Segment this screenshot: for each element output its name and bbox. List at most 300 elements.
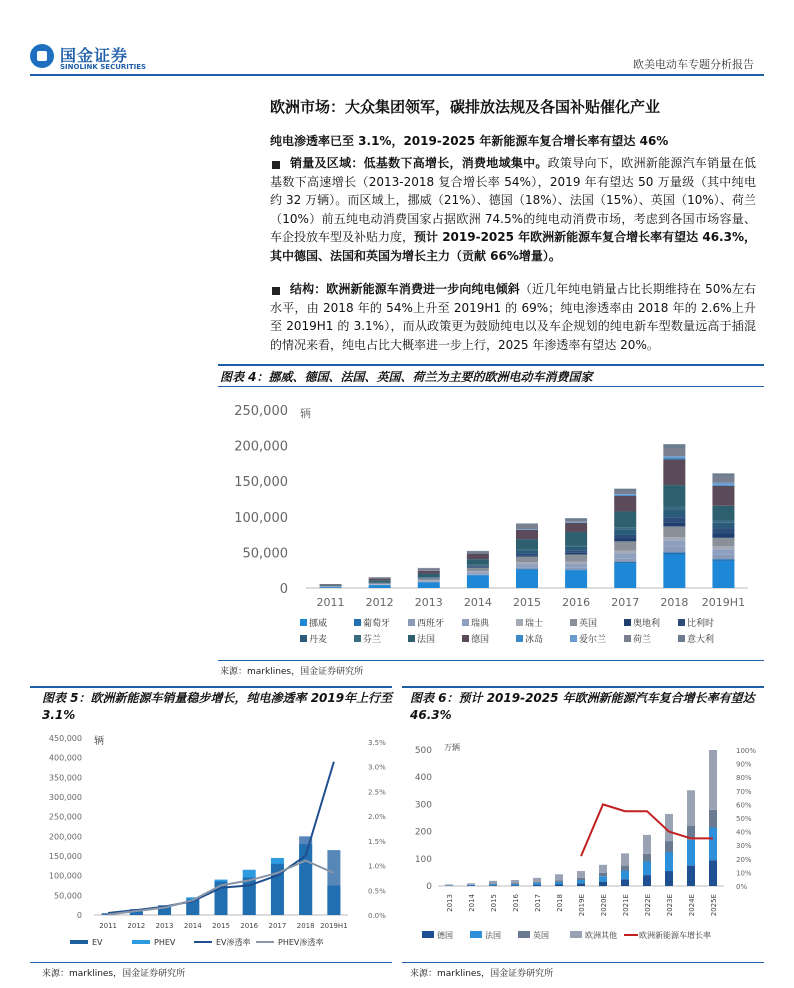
legend-swatch bbox=[570, 619, 577, 626]
legend-label: 芬兰 bbox=[363, 635, 382, 645]
x-tick-label: 2015 bbox=[513, 596, 541, 609]
y-tick-label: 50,000 bbox=[242, 546, 288, 562]
bar-segment bbox=[663, 547, 685, 553]
legend-label: 瑞士 bbox=[525, 619, 544, 629]
bar-segment bbox=[467, 567, 489, 568]
legend-label: PHEV渗透率 bbox=[278, 938, 324, 947]
x-tick-label: 2017 bbox=[534, 894, 542, 912]
header-divider bbox=[30, 74, 764, 76]
bar-segment bbox=[665, 814, 673, 841]
bar-segment bbox=[418, 582, 440, 588]
bar-segment bbox=[555, 884, 563, 886]
bar-segment bbox=[577, 883, 585, 886]
bullet-paragraph-1 bbox=[270, 154, 756, 265]
y2-tick-label: 60% bbox=[736, 801, 752, 810]
bar-segment bbox=[643, 854, 651, 862]
bar-segment bbox=[467, 551, 489, 552]
bar-segment bbox=[577, 880, 585, 883]
bar-segment bbox=[712, 561, 734, 588]
legend-label: PHEV bbox=[154, 938, 176, 947]
bar-segment bbox=[489, 881, 497, 884]
bar-segment bbox=[467, 572, 489, 574]
y-axis-unit: 辆 bbox=[300, 407, 311, 420]
bar-segment bbox=[712, 486, 734, 506]
y2-tick-label: 0.5% bbox=[368, 887, 386, 896]
bar-segment bbox=[445, 884, 453, 885]
y-tick-label: 500 bbox=[414, 746, 432, 756]
bullet-1-bold2: 预计 2019-2025 年欧洲新能源车复合增长率有望达 46.3%，其中德国、法国和英国为增长主力（贡献 66%增量）。 bbox=[270, 230, 756, 263]
y2-tick-label: 1.5% bbox=[368, 837, 386, 846]
x-tick-label: 2021E bbox=[622, 894, 630, 917]
legend-label: 葡萄牙 bbox=[363, 619, 391, 629]
bar-segment bbox=[614, 527, 636, 529]
bar-segment bbox=[467, 571, 489, 572]
y-tick-label: 100,000 bbox=[48, 871, 82, 881]
bar-segment bbox=[533, 883, 541, 885]
bar-segment bbox=[369, 580, 391, 582]
bar-segment bbox=[621, 866, 629, 871]
bar-segment bbox=[712, 473, 734, 477]
legend-swatch bbox=[624, 635, 631, 642]
legend-label: 意大利 bbox=[687, 635, 715, 645]
bar-segment bbox=[712, 549, 734, 555]
fig4-title: 图表 4：挪威、德国、法国、英国、荷兰为主要的欧洲电动车消费国家 bbox=[220, 370, 593, 384]
bar-segment bbox=[614, 553, 636, 559]
bar-segment bbox=[614, 511, 636, 527]
bar-segment bbox=[665, 871, 673, 886]
bar-segment bbox=[418, 568, 440, 570]
x-tick-label: 2013 bbox=[414, 596, 443, 609]
bar-segment bbox=[614, 492, 636, 494]
bar-segment bbox=[516, 562, 538, 564]
bar-segment bbox=[320, 587, 342, 588]
bar-segment bbox=[663, 526, 685, 537]
bullet-paragraph-2 bbox=[270, 280, 756, 354]
y2-tick-label: 20% bbox=[736, 855, 752, 864]
x-tick-label: 2014 bbox=[183, 922, 202, 930]
bar-segment bbox=[643, 862, 651, 876]
bar-segment bbox=[555, 880, 563, 882]
x-tick-label: 2011 bbox=[316, 596, 345, 609]
bar-segment bbox=[467, 885, 475, 886]
legend-swatch bbox=[300, 635, 307, 642]
x-tick-label: 2014 bbox=[468, 894, 476, 912]
legend-swatch bbox=[678, 635, 685, 642]
bar-segment bbox=[516, 569, 538, 588]
fig5-chart bbox=[30, 728, 394, 956]
section-title: 欧洲市场：大众集团领军，碳排放法规及各国补贴催化产业 bbox=[270, 98, 661, 116]
legend-swatch bbox=[422, 931, 434, 938]
legend-label: 英国 bbox=[579, 619, 598, 629]
legend-swatch bbox=[570, 635, 577, 642]
x-tick-label: 2011 bbox=[99, 922, 118, 930]
fig5-title: 图表 5：欧洲新能源车销量稳步增长，纯电渗透率 2019年上行至 3.1% bbox=[42, 691, 393, 722]
fig5-source: 来源：marklines，国金证券研究所 bbox=[42, 969, 186, 979]
y-tick-label: 100 bbox=[414, 854, 432, 865]
x-tick-label: 2019H1 bbox=[320, 922, 348, 930]
bar-segment bbox=[516, 523, 538, 524]
y-tick-label: 250,000 bbox=[48, 812, 82, 822]
bar-segment bbox=[709, 750, 717, 810]
logo-en: SINOLINK SECURITIES bbox=[60, 63, 147, 71]
bar-segment bbox=[565, 562, 587, 564]
bar-segment bbox=[712, 523, 734, 529]
x-tick-label: 2016 bbox=[512, 894, 520, 912]
bar-segment bbox=[369, 579, 391, 581]
x-tick-label: 2024E bbox=[688, 894, 696, 917]
y-axis-unit: 万辆 bbox=[444, 743, 460, 752]
bar-segment bbox=[643, 875, 651, 886]
legend-swatch bbox=[462, 619, 469, 626]
legend-swatch bbox=[516, 635, 523, 642]
report-title: 欧美电动车专题分析报告 bbox=[633, 58, 754, 71]
legend-swatch bbox=[132, 940, 150, 944]
bar-segment bbox=[467, 568, 489, 572]
legend-label: 欧洲其他 bbox=[585, 931, 617, 940]
bar-segment bbox=[489, 884, 497, 885]
y2-tick-label: 100% bbox=[736, 747, 757, 755]
bar-segment bbox=[516, 539, 538, 550]
bar-segment bbox=[565, 523, 587, 532]
x-tick-label: 2018 bbox=[296, 922, 315, 930]
bar-segment bbox=[577, 871, 585, 878]
y-tick-label: 400 bbox=[414, 773, 432, 784]
legend-swatch bbox=[470, 931, 482, 938]
bar-segment bbox=[712, 483, 734, 485]
y2-tick-label: 2.0% bbox=[368, 813, 386, 822]
bar-segment bbox=[511, 884, 519, 885]
bar-segment bbox=[614, 559, 636, 562]
bar-segment bbox=[614, 563, 636, 588]
bar-segment bbox=[369, 577, 391, 578]
bar-segment bbox=[418, 581, 440, 582]
y2-tick-label: 30% bbox=[736, 842, 752, 851]
bar-segment bbox=[665, 841, 673, 852]
bar-segment bbox=[533, 882, 541, 883]
y-tick-label: 0 bbox=[279, 582, 288, 597]
logo-cn: 国金证券 bbox=[60, 46, 129, 65]
legend-swatch bbox=[408, 635, 415, 642]
y2-tick-label: 0% bbox=[736, 883, 748, 891]
bar-segment bbox=[320, 585, 342, 586]
legend-label: 挪威 bbox=[309, 619, 328, 629]
fig4-line-mid bbox=[218, 386, 764, 387]
legend-label: 荷兰 bbox=[633, 635, 652, 645]
bar-segment bbox=[565, 570, 587, 571]
legend-label: 英国 bbox=[533, 931, 549, 940]
bar-segment bbox=[663, 517, 685, 522]
bar-segment bbox=[555, 874, 563, 880]
bar-segment bbox=[516, 564, 538, 568]
legend-swatch bbox=[408, 619, 415, 626]
x-tick-label: 2018 bbox=[556, 894, 564, 912]
y2-tick-label: 1.0% bbox=[368, 862, 386, 871]
bar-segment bbox=[599, 882, 607, 886]
bar-segment bbox=[489, 885, 497, 886]
bar-segment bbox=[614, 562, 636, 563]
bar-segment bbox=[621, 870, 629, 879]
legend-label: 法国 bbox=[417, 635, 436, 645]
bar-segment bbox=[516, 530, 538, 539]
bar-segment bbox=[565, 553, 587, 555]
fig4-line-bottom bbox=[218, 660, 764, 661]
bar-segment bbox=[565, 532, 587, 546]
y2-tick-label: 40% bbox=[736, 828, 752, 837]
bar-segment bbox=[565, 568, 587, 570]
logo-icon bbox=[30, 44, 54, 68]
bar-segment bbox=[663, 456, 685, 458]
y-tick-label: 0 bbox=[76, 911, 82, 920]
bar-segment bbox=[663, 552, 685, 554]
y-tick-label: 200,000 bbox=[234, 439, 288, 455]
bar-segment bbox=[712, 546, 734, 549]
bar-segment bbox=[665, 852, 673, 871]
fig6-chart bbox=[402, 736, 764, 956]
bar-segment bbox=[709, 860, 717, 886]
legend-label: 法国 bbox=[485, 931, 501, 940]
bar-segment bbox=[614, 539, 636, 542]
bar-segment bbox=[418, 580, 440, 581]
bar-segment bbox=[687, 790, 695, 825]
bullet-1-text: 政策导向下，欧洲新能源汽车销量在低基数下高速增长（2013-2018 复合增长率 54%），2019 年有望达 50 万量级（其中纯电约 32 万辆）。而区域上，挪威（21%）、德国（18%）、法国（15%）、英国（10%）、荷兰（10%）前五纯电动消费国家占据欧洲 74.5%的纯电动消费市场，考虑到各国市场容量、车企投放车型及补贴力度， bbox=[270, 156, 756, 244]
x-tick-label: 2018 bbox=[660, 596, 689, 609]
bar-segment bbox=[418, 571, 440, 574]
y2-tick-label: 50% bbox=[736, 815, 752, 823]
x-tick-label: 2012 bbox=[127, 922, 146, 930]
section-subtitle: 纯电渗透率已至 3.1%，2019-2025 年新能源车复合增长率有望达 46% bbox=[270, 134, 669, 148]
bar-segment bbox=[533, 878, 541, 882]
bar-segment bbox=[467, 885, 475, 886]
bar-segment bbox=[621, 879, 629, 886]
y2-tick-label: 3.0% bbox=[368, 763, 386, 772]
bar-segment bbox=[614, 495, 636, 496]
y2-tick-label: 80% bbox=[736, 774, 752, 783]
bar-segment bbox=[555, 882, 563, 884]
fig5-line-bottom bbox=[30, 962, 392, 963]
y-tick-label: 350,000 bbox=[48, 773, 82, 783]
bar-segment bbox=[489, 884, 497, 885]
y-tick-label: 0 bbox=[426, 882, 432, 892]
bar-segment bbox=[712, 538, 734, 547]
bar-segment bbox=[418, 574, 440, 578]
bar-segment bbox=[320, 585, 342, 586]
bar-segment bbox=[511, 883, 519, 884]
bar-segment bbox=[709, 810, 717, 828]
x-tick-label: 2015 bbox=[490, 894, 498, 912]
legend-label: 瑞典 bbox=[471, 619, 490, 629]
bar-segment bbox=[709, 828, 717, 861]
x-tick-label: 2017 bbox=[611, 596, 640, 609]
bar-ev bbox=[299, 836, 312, 915]
x-tick-label: 2016 bbox=[240, 922, 259, 930]
y-tick-label: 200,000 bbox=[48, 832, 82, 842]
bar-segment bbox=[599, 876, 607, 881]
bar-segment bbox=[687, 866, 695, 886]
bar-segment bbox=[712, 506, 734, 520]
fig6-source: 来源：marklines，国金证券研究所 bbox=[410, 969, 554, 979]
bar-segment bbox=[663, 540, 685, 546]
legend-label: EV bbox=[92, 938, 103, 947]
bar-segment bbox=[614, 489, 636, 492]
legend-swatch bbox=[516, 619, 523, 626]
bar-segment bbox=[516, 557, 538, 563]
y-tick-label: 100,000 bbox=[234, 510, 288, 526]
x-tick-label: 2012 bbox=[365, 596, 394, 609]
bullet-2-text: （近几年纯电销量占比长期维持在 50%左右水平，由 2018 年的 54%上升至 2019H1 的 69%；纯电渗透率由 2018 年的 2.6%上升至 2019H1 的 3.1%），而从政策更为鼓励纯电以及车企规划的纯电新车型数量远高于插混的情况来看，纯电占比大概率进一步上行，2025 年渗透率有望达 20%。 bbox=[270, 282, 756, 352]
bar-segment bbox=[614, 496, 636, 512]
y2-tick-label: 2.5% bbox=[368, 788, 386, 797]
fig4-source: 来源：marklines，国金证券研究所 bbox=[220, 667, 364, 677]
bar-segment bbox=[614, 551, 636, 553]
legend-label: 西班牙 bbox=[417, 619, 445, 629]
bar-segment bbox=[418, 577, 440, 578]
y-axis-unit: 辆 bbox=[94, 736, 104, 747]
bar-segment bbox=[712, 477, 734, 483]
bar-segment bbox=[712, 534, 734, 538]
x-tick-label: 2020E bbox=[600, 894, 608, 917]
bar-segment bbox=[712, 529, 734, 534]
bullet-2-bold: 结构：欧洲新能源车消费进一步向纯电倾斜 bbox=[290, 282, 520, 296]
bar-segment bbox=[643, 835, 651, 854]
bar-segment bbox=[511, 885, 519, 886]
bar-segment bbox=[614, 541, 636, 550]
bar-segment bbox=[663, 444, 685, 448]
y2-tick-label: 10% bbox=[736, 869, 752, 878]
bar-segment bbox=[663, 485, 685, 506]
bar-segment bbox=[663, 510, 685, 517]
y-tick-label: 200 bbox=[414, 827, 432, 838]
legend-swatch bbox=[462, 635, 469, 642]
x-tick-label: 2022E bbox=[644, 894, 652, 917]
bar-segment bbox=[516, 551, 538, 554]
bar-segment bbox=[687, 840, 695, 866]
bar-segment bbox=[614, 535, 636, 539]
bar-segment bbox=[533, 885, 541, 886]
bar-segment bbox=[621, 853, 629, 865]
bar-segment bbox=[599, 865, 607, 873]
bar-segment bbox=[663, 459, 685, 485]
legend-label: 丹麦 bbox=[309, 635, 328, 645]
bar-segment bbox=[369, 583, 391, 584]
bar-segment bbox=[663, 458, 685, 459]
fig5-line-top bbox=[30, 686, 392, 688]
bar-segment bbox=[663, 555, 685, 588]
bar-ev bbox=[327, 850, 340, 915]
bar-segment bbox=[614, 529, 636, 535]
x-tick-label: 2023E bbox=[666, 894, 674, 917]
fig4-line-top bbox=[218, 364, 764, 366]
fig4-chart bbox=[218, 390, 764, 660]
bar-segment bbox=[663, 537, 685, 540]
legend-swatch bbox=[678, 619, 685, 626]
bar-segment bbox=[663, 506, 685, 510]
fig6-line-top bbox=[402, 686, 764, 688]
y2-tick-label: 90% bbox=[736, 760, 752, 769]
bar-segment bbox=[565, 546, 587, 547]
x-tick-label: 2025E bbox=[710, 894, 718, 917]
y-tick-label: 400,000 bbox=[48, 753, 82, 763]
bar-segment bbox=[467, 883, 475, 884]
x-tick-label: 2014 bbox=[463, 596, 492, 609]
bar-segment bbox=[663, 522, 685, 526]
legend-label: 德国 bbox=[471, 635, 490, 645]
bar-segment bbox=[467, 574, 489, 575]
y-tick-label: 150,000 bbox=[234, 475, 288, 491]
legend-swatch bbox=[518, 931, 530, 938]
y-tick-label: 300 bbox=[414, 800, 432, 811]
x-tick-label: 2017 bbox=[268, 922, 287, 930]
legend-label: 奥地利 bbox=[633, 619, 661, 629]
legend-swatch bbox=[70, 940, 88, 944]
legend-label: 欧洲新能源车增长率 bbox=[639, 931, 711, 940]
legend-label: EV渗透率 bbox=[216, 938, 251, 947]
bar-segment bbox=[565, 564, 587, 568]
legend-swatch bbox=[570, 931, 582, 938]
bar-segment bbox=[516, 568, 538, 569]
bar-segment bbox=[663, 448, 685, 456]
bar-segment bbox=[467, 566, 489, 567]
x-tick-label: 2019H1 bbox=[701, 596, 746, 609]
bar-segment bbox=[614, 494, 636, 495]
bar-segment bbox=[565, 518, 587, 520]
bar-segment bbox=[565, 570, 587, 588]
y-tick-label: 250,000 bbox=[234, 404, 288, 419]
bar-segment bbox=[511, 880, 519, 883]
y-tick-label: 50,000 bbox=[54, 891, 82, 901]
bar-segment bbox=[467, 575, 489, 588]
legend-swatch bbox=[354, 635, 361, 642]
y2-tick-label: 70% bbox=[736, 787, 752, 796]
x-tick-label: 2015 bbox=[212, 922, 230, 930]
legend-swatch bbox=[300, 619, 307, 626]
bar-segment bbox=[467, 565, 489, 566]
bar-segment bbox=[712, 520, 734, 523]
bar-segment bbox=[467, 559, 489, 565]
x-tick-label: 2013 bbox=[446, 894, 454, 912]
legend-label: 比利时 bbox=[687, 619, 715, 629]
y2-tick-label: 0.0% bbox=[368, 912, 386, 920]
bar-segment bbox=[516, 555, 538, 556]
bar-segment bbox=[712, 555, 734, 559]
bar-segment bbox=[599, 873, 607, 876]
y2-tick-label: 3.5% bbox=[368, 739, 386, 747]
bar-segment bbox=[418, 579, 440, 580]
x-tick-label: 2019E bbox=[578, 894, 586, 917]
bar-segment bbox=[467, 552, 489, 553]
fig6-line-bottom bbox=[402, 962, 764, 963]
y-tick-label: 450,000 bbox=[48, 734, 82, 743]
bar-segment bbox=[565, 520, 587, 522]
bar-segment bbox=[516, 550, 538, 551]
legend-label: 爱尔兰 bbox=[579, 635, 607, 645]
bar-segment bbox=[467, 553, 489, 559]
bar-segment bbox=[516, 525, 538, 529]
legend-swatch bbox=[354, 619, 361, 626]
legend-label: 冰岛 bbox=[525, 635, 544, 645]
y-tick-label: 300,000 bbox=[48, 793, 82, 802]
x-tick-label: 2013 bbox=[155, 922, 174, 930]
legend-swatch bbox=[624, 619, 631, 626]
y-tick-label: 150,000 bbox=[48, 852, 82, 861]
bar-segment bbox=[565, 550, 587, 552]
bar-segment bbox=[712, 559, 734, 561]
bar-segment bbox=[516, 553, 538, 555]
bar-segment bbox=[565, 547, 587, 551]
bar-segment bbox=[712, 485, 734, 486]
bar-segment bbox=[565, 554, 587, 561]
bar-segment bbox=[369, 585, 391, 588]
bullet-1-bold: 销量及区域：低基数下高增长，消费地域集中。 bbox=[290, 156, 548, 170]
